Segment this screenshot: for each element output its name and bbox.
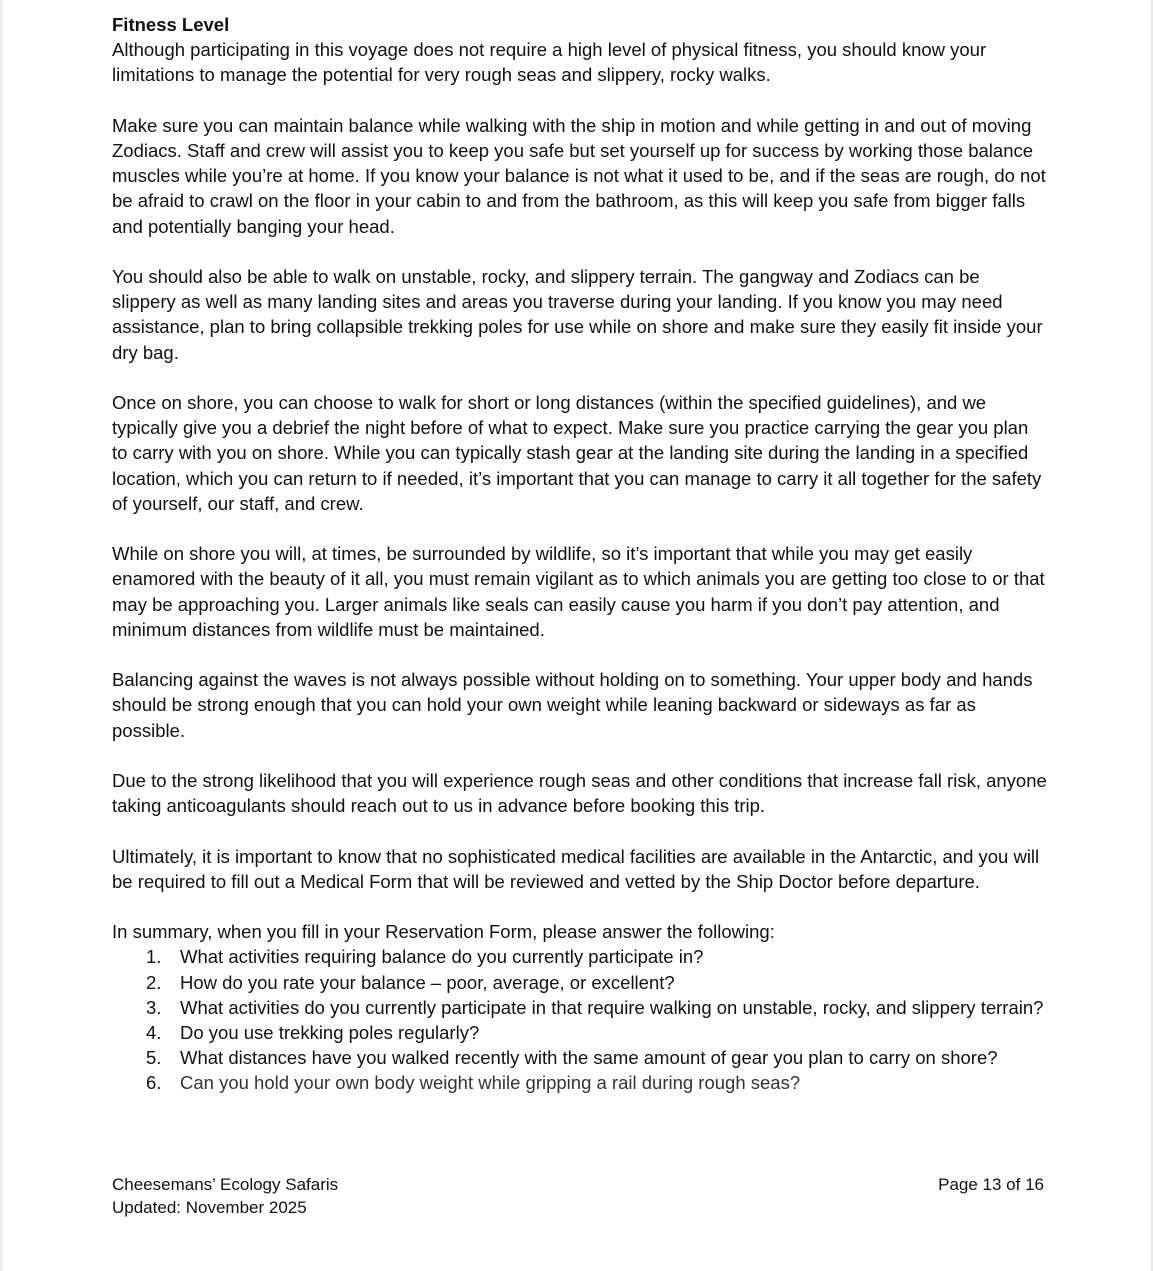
- paragraph-wildlife: While on shore you will, at times, be surrounded by wildlife, so it’s important that while you may get easily enamored with the beauty of it all, you must remain vigilant as to which animals you are getting too close to or that may be approaching you. Larger animals like seals can easily cause you harm if you don’t pay attention, and minimum distances from wildlife must be maintained.: [112, 543, 1045, 640]
- paragraph-medical: Ultimately, it is important to know that no sophisticated medical facilities are available in the Antarctic, and you will be required to fill out a Medical Form that will be reviewed and vetted by the Ship Doctor before departure.: [112, 845, 1040, 892]
- paragraph-anticoagulants: Due to the strong likelihood that you will experience rough seas and other conditions that increase fall risk, anyone taking anticoagulants should reach out to us in advance before booking this trip.: [112, 770, 1047, 817]
- section-heading: Fitness Level: [112, 14, 230, 35]
- list-text: How do you rate your balance – poor, average, or excellent?: [180, 971, 675, 993]
- summary-question-list: [112, 944, 1047, 1095]
- list-item: [112, 1045, 1047, 1070]
- paragraph-upper-body: Balancing against the waves is not always possible without holding on to something. Your upper body and hands should be strong enough that you can hold your own weight while leaning backward or sideways as far as possible.: [112, 669, 1033, 741]
- list-text: Do you use trekking poles regularly?: [180, 1022, 480, 1043]
- page-edge-left: [0, 0, 3, 1271]
- paragraph-terrain: You should also be able to walk on unstable, rocky, and slippery terrain. The gangway and Zodiacs can be slippery as well as many landing sites and areas you traverse during your landing. If you know you may need assistance, plan to bring collapsible trekking poles for use while on shore and make sure they easily fit inside your dry bag.: [112, 266, 1043, 363]
- summary-lead: In summary, when you fill in your Reservation Form, please answer the following:: [112, 921, 775, 943]
- list-text: Can you hold your own body weight while gripping a rail during rough seas?: [180, 1072, 801, 1094]
- list-item: [112, 970, 1047, 995]
- list-item: [112, 1070, 1047, 1095]
- paragraph-balance: Make sure you can maintain balance while walking with the ship in motion and while getting in and out of moving Zodiacs. Staff and crew will assist you to keep you safe but set yourself up for success by working those balance muscles while you’re at home. If you know your balance is not what it used to be, and if the seas are rough, do not be afraid to crawl on the floor in your cabin to and from the bathroom, as this will keep you safe from bigger falls and potentially banging your head.: [112, 114, 1046, 237]
- list-text: What activities do you currently participate in that require walking on unstable, rocky, and slippery terrain?: [180, 996, 1044, 1018]
- list-text: What distances have you walked recently with the same amount of gear you plan to carry on shore?: [180, 1047, 998, 1069]
- list-item: [112, 944, 1047, 969]
- list-number: 2.: [146, 971, 162, 993]
- document-page: [112, 12, 1047, 1096]
- list-text: What activities requiring balance do you currently participate in?: [180, 946, 704, 968]
- paragraph-fitness-intro: Although participating in this voyage does not require a high level of physical fitness, you should know your limitations to manage the potential for very rough seas and slippery, rocky walks.: [112, 39, 987, 86]
- list-number: 1.: [146, 946, 162, 968]
- list-number: 5.: [146, 1047, 162, 1069]
- page-footer: [112, 1173, 1044, 1219]
- footer-updated: Updated: November 2025: [112, 1198, 307, 1217]
- list-number: 3.: [146, 996, 162, 1018]
- list-item: [112, 995, 1047, 1020]
- list-number: 6.: [146, 1072, 162, 1094]
- list-number: 4.: [146, 1022, 162, 1043]
- list-item: [112, 1020, 1047, 1045]
- paragraph-on-shore: Once on shore, you can choose to walk for short or long distances (within the specified guidelines), and we typically give you a debrief the night before of what to expect. Make sure you practice carrying the gear you plan to carry with you on shore. While you can typically stash gear at the landing site during the landing in a specified location, which you can return to if needed, it’s important that you can manage to carry it all together for the safety of yourself, our staff, and crew.: [112, 392, 1042, 514]
- footer-page-number: Page 13 of 16: [938, 1175, 1044, 1194]
- footer-company: Cheesemans’ Ecology Safaris: [112, 1175, 339, 1194]
